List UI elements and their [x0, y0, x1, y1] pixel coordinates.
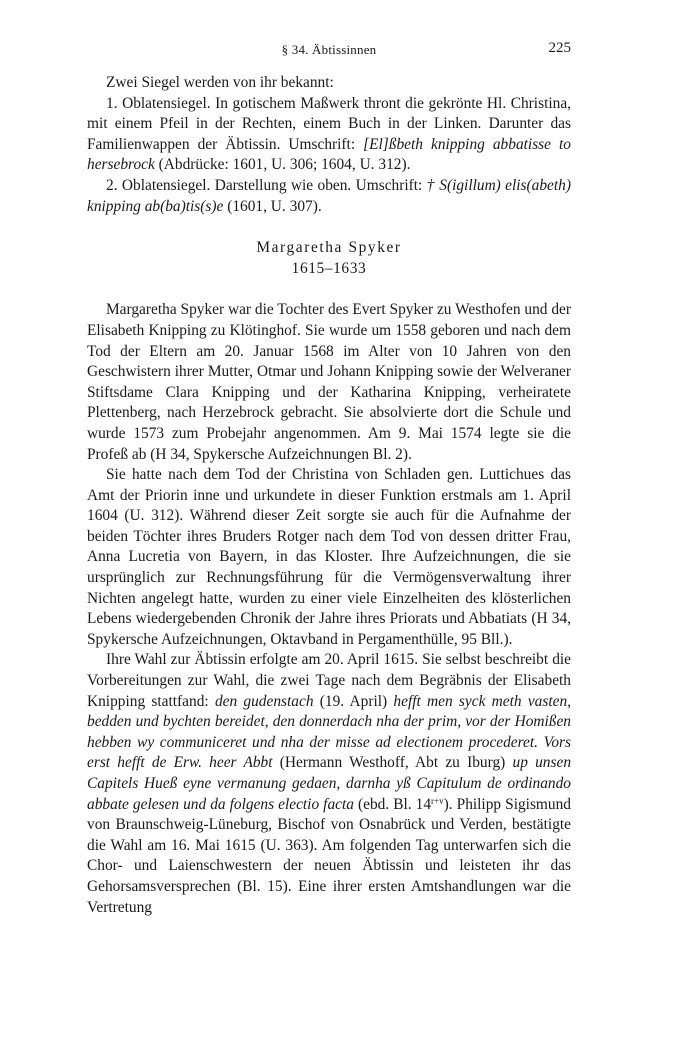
seal-2-impressions: (1601, U. 307).: [223, 197, 322, 215]
seal-1-paragraph: [87, 94, 571, 176]
running-title: § 34. Äbtissinnen: [281, 42, 377, 57]
election-text-4: (ebd. Bl. 14: [353, 795, 432, 813]
election-text-3: (Hermann Westhoff, Abt zu Iburg): [272, 754, 513, 772]
folio-superscript: r+v: [431, 795, 444, 806]
seal-2-paragraph: [87, 176, 571, 217]
election-text-5: ). Philipp Sigismund von Braunschweig-Lüneburg, Bischof von Osnabrück und Verden, bestätigte die Wahl am 16. Mai 1615 (U. 363). Am folgenden Tag unterwarfen sich die Chor- und Laienschwestern der neuen Äbtissin und leisteten ihr das Gehorsamsversprechen (Bl. 15). Eine ihrer ersten Amtshandlungen war die Vertretung: [87, 795, 571, 916]
entry-years: 1615–1633: [291, 259, 367, 277]
running-head: [87, 40, 571, 60]
seal-1-impressions: (Abdrücke: 1601, U. 306; 1604, U. 312).: [154, 156, 411, 174]
election-text-1: Ihre Wahl zur Äbtissin erfolgte am 20. April 1615. Sie selbst beschreibt die Vorbereitungen zur Wahl, die zwei Tage nach dem Begräbnis der Elisabeth Knipping stattfand:: [87, 651, 571, 710]
body-text: [87, 73, 571, 918]
election-quote-1: den gudenstach: [214, 692, 314, 710]
seal-2-description: 2. Oblatensiegel. Darstellung wie oben. Umschrift:: [106, 176, 427, 194]
paragraph-election: [87, 650, 571, 918]
entry-heading: [87, 238, 571, 279]
seal-intro: [87, 73, 571, 94]
seal-2-inscription: † S(igillum) elis(abeth) knipping ab(ba)tis(s)e: [87, 176, 571, 215]
election-quote-3: up unsen Capitels Hueß eyne vermanung gedaen, darnha yß Capitulum de ordinando abbate gelesen und da folgens electio facta: [87, 754, 572, 813]
seal-1-inscription: [El]ßbeth knipping abbatisse to hersebrock: [87, 135, 571, 174]
election-text-2: (19. April): [313, 692, 394, 710]
entry-name: Margaretha Spyker: [256, 239, 402, 257]
paragraph-biography: Margaretha Spyker war die Tochter des Evert Spyker zu Westhofen und der Elisabeth Knipping zu Klötinghof. Sie wurde um 1558 geboren und nach dem Tod der Eltern am 20. Januar 1568 im Alter von 10 Jahren von den Geschwistern ihrer Mutter, Otmar und Johann Knipping sowie der Welveraner Stiftsdame Clara Knipping und der Katharina Knipping, verheiratete Plettenberg, nach Herzebrock gebracht. Sie absolvierte dort die Schule und wurde 1573 zum Probejahr angenommen. Am 9. Mai 1574 legte sie die Profeß ab (H 34, Spykersche Aufzeichnungen Bl. 2).: [87, 301, 571, 463]
seal-1-description: 1. Oblatensiegel. In gotischem Maßwerk thront die gekrönte Hl. Christina, mit einem Pfeil in der Rechten, einem Buch in der Linken. Darunter das Familienwappen der Äbtissin. Umschrift:: [87, 94, 571, 153]
heading-spacer: [87, 279, 571, 300]
seal-intro-text: Zwei Siegel werden von ihr bekannt:: [106, 74, 334, 91]
page-number: 225: [548, 40, 571, 56]
paragraph-priorate: Sie hatte nach dem Tod der Christina von Schladen gen. Luttichues das Amt der Priorin inne und urkundete in dieser Funktion erstmals am 1. April 1604 (U. 312). Während dieser Zeit sorgte sie auch für die Aufnahme der beiden Töchter ihres Bruders Rotger nach dem Tod von dessen dritter Frau, Anna Lucretia von Bayern, in das Kloster. Ihre Aufzeichnungen, die sie ursprünglich zur Rechnungsführung für die Vermögensverwaltung ihrer Nichten angelegt hatte, wurden zu einer viele Einzelheiten des klösterlichen Lebens wiedergebenden Chronik der Jahre ihres Priorats und Abbatiats (H 34, Spykersche Aufzeichnungen, Oktavband in Pergamenthülle, 95 Bll.).: [87, 466, 571, 648]
election-quote-2: hefft men syck meth vasten, bedden und bychten bereidet, den donnerdach nha der prim, vor der Homißen hebben wy communiceret und nha der misse ad electionem procederet. Vors erst hefft de Erw. heer Abbt: [87, 692, 572, 772]
